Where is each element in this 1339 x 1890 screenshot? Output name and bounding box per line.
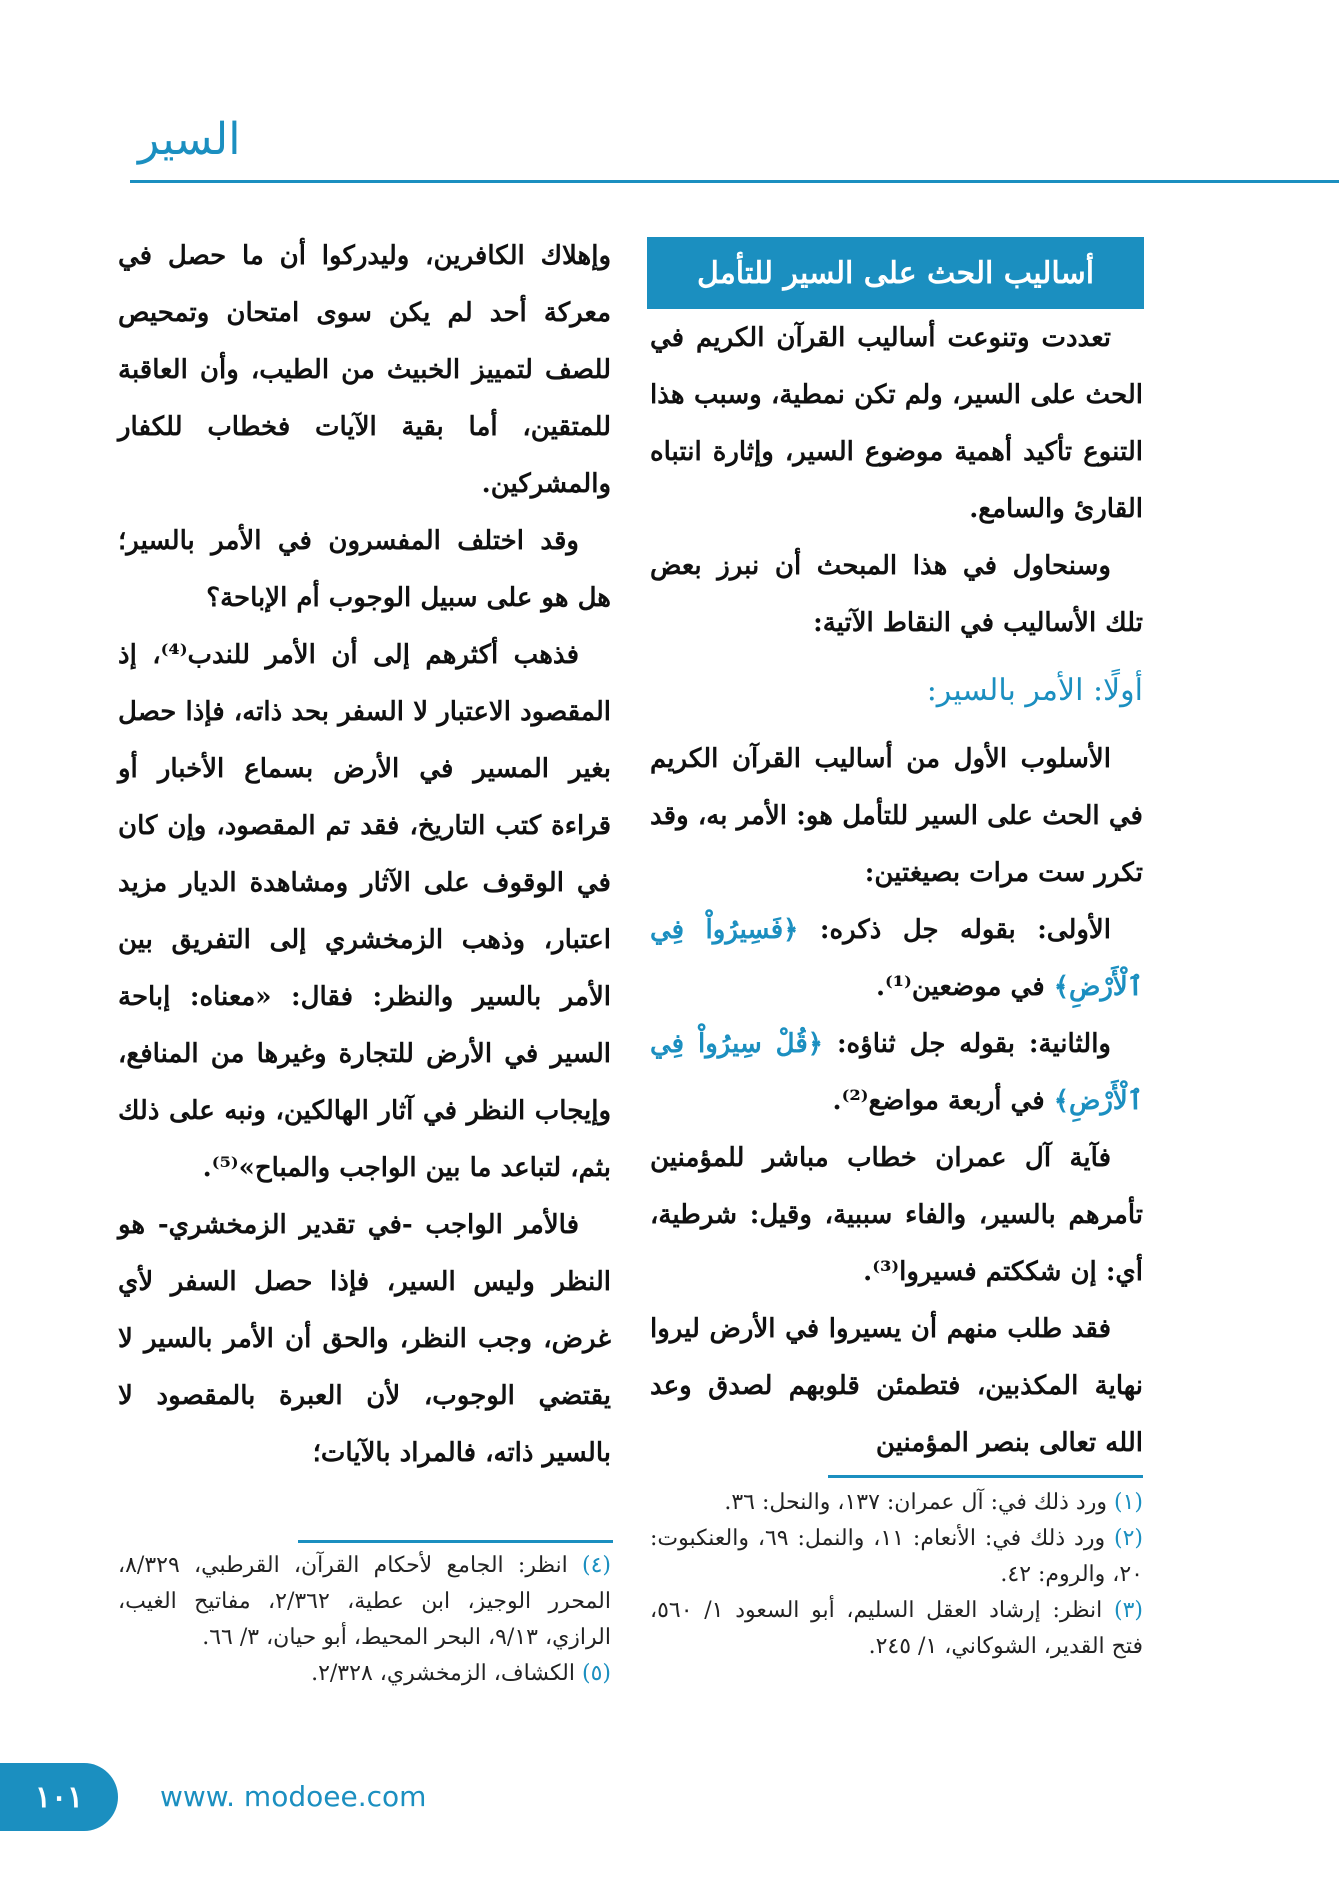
footnote-text: الكشاف، الزمخشري، ٢/٣٢٨. [311, 1661, 575, 1686]
left-column [118, 228, 611, 1482]
footnote-text: ورد ذلك في: الأنعام: ١١، والنمل: ٦٩، والعنكبوت: ٢٠، والروم: ٤٢. [650, 1526, 1143, 1587]
second-form-paragraph [650, 1016, 1143, 1130]
page-header-title: السير [138, 114, 241, 165]
footnote [650, 1593, 1143, 1665]
subsection-heading: أولًا: الأمر بالسير: [926, 673, 1143, 708]
intro-paragraph-1: تعددت وتنوعت أساليب القرآن الكريم في الحث على السير، ولم تكن نمطية، وسبب هذا التنوع تأكيد أهمية موضوع السير، وإثارة انتباه القارئ والسامع. [650, 323, 1143, 524]
footnote-text: انظر: إرشاد العقل السليم، أبو السعود ١/ ٥٦٠، فتح القدير، الشوكاني، ١/ ٢٤٥. [650, 1598, 1143, 1659]
body-paragraph: فقد طلب منهم أن يسيروا في الأرض ليروا نهاية المكذبين، فتطمئن قلوبهم لصدق وعد الله تعالى بنصر المؤمنين [650, 1314, 1143, 1458]
footnote [118, 1548, 611, 1656]
body-paragraph: فالأمر الواجب -في تقدير الزمخشري- هو النظر وليس السير، فإذا حصل السفر لأي غرض، وجب النظر، والحق أن الأمر بالسير لا يقتضي الوجوب، لأن العبرة بالمقصود لا بالسير ذاته، فالمراد بالآيات؛ [118, 1210, 611, 1468]
intro-paragraph-2: وسنحاول في هذا المبحث أن نبرز بعض تلك الأساليب في النقاط الآتية: [650, 551, 1143, 638]
quran-verse-1: ﴿فَسِيرُواْ فِي ٱلْأَرْضِ﴾ [650, 915, 1143, 1002]
footnote-divider [298, 1540, 613, 1543]
page-number-badge: ١٠١ [0, 1763, 118, 1831]
body-paragraph: وإهلاك الكافرين، وليدركوا أن ما حصل في معركة أحد لم يكن سوى امتحان وتمحيص للصف لتمييز الخبيث من الطيب، وأن العاقبة للمتقين، أما بقية الآيات فخطاب للكفار والمشركين. [118, 241, 611, 499]
header-divider [130, 180, 1339, 183]
first-form-prefix: الأولى: بقوله جل ذكره: [798, 915, 1111, 945]
second-form-suffix: في أربعة مواضع⁽²⁾. [832, 1086, 1054, 1116]
first-form-paragraph [650, 902, 1143, 1016]
quran-verse-2: ﴿قُلْ سِيرُواْ فِي ٱلْأَرْضِ﴾ [650, 1029, 1143, 1116]
section-title-bar: أساليب الحث على السير للتأمل [647, 237, 1144, 309]
website-link[interactable]: www. modoee.com [160, 1780, 427, 1813]
footnote [650, 1485, 1143, 1521]
body-paragraph: الأسلوب الأول من أساليب القرآن الكريم في الحث على السير للتأمل هو: الأمر به، وقد تكرر ست مرات بصيغتين: [650, 744, 1143, 888]
footnote-number: (١) [1113, 1490, 1143, 1515]
footnote-text: انظر: الجامع لأحكام القرآن، القرطبي، ٨/٣٢٩، المحرر الوجيز، ابن عطية، ٢/٣٦٢، مفاتيح الغيب، الرازي، ٩/١٣، البحر المحيط، أبو حيان، ٣/ ٦٦. [118, 1553, 611, 1650]
footnote [650, 1521, 1143, 1593]
first-form-suffix: في موضعين⁽¹⁾. [875, 972, 1054, 1002]
second-form-prefix: والثانية: بقوله جل ثناؤه: [823, 1029, 1111, 1059]
body-paragraph: فآية آل عمران خطاب مباشر للمؤمنين تأمرهم بالسير، والفاء سببية، وقيل: شرطية، أي: إن شككتم فسيروا⁽³⁾. [650, 1143, 1143, 1287]
footnotes-left [118, 1548, 611, 1692]
right-column [650, 310, 1143, 1472]
footnote-number: (٣) [1114, 1598, 1144, 1623]
footnote-number: (٢) [1113, 1526, 1143, 1551]
footnote [118, 1656, 611, 1692]
footnotes-right [650, 1485, 1143, 1665]
body-paragraph: وقد اختلف المفسرون في الأمر بالسير؛ هل هو على سبيل الوجوب أم الإباحة؟ [118, 526, 611, 613]
footnote-number: (٥) [581, 1661, 611, 1686]
footnote-text: ورد ذلك في: آل عمران: ١٣٧، والنحل: ٣٦. [724, 1490, 1107, 1515]
footnote-divider [828, 1475, 1143, 1478]
body-paragraph: فذهب أكثرهم إلى أن الأمر للندب⁽⁴⁾، إذ المقصود الاعتبار لا السفر بحد ذاته، فإذا حصل بغير المسير في الأرض بسماع الأخبار أو قراءة كتب التاريخ، فقد تم المقصود، وإن كان في الوقوف على الآثار ومشاهدة الديار مزيد اعتبار، وذهب الزمخشري إلى التفريق بين الأمر بالسير والنظر: فقال: «معناه: إباحة السير في الأرض للتجارة وغيرها من المنافع، وإيجاب النظر في آثار الهالكين، ونبه على ذلك بثم، لتباعد ما بين الواجب والمباح»⁽⁵⁾. [118, 640, 611, 1183]
footnote-number: (٤) [581, 1553, 611, 1578]
